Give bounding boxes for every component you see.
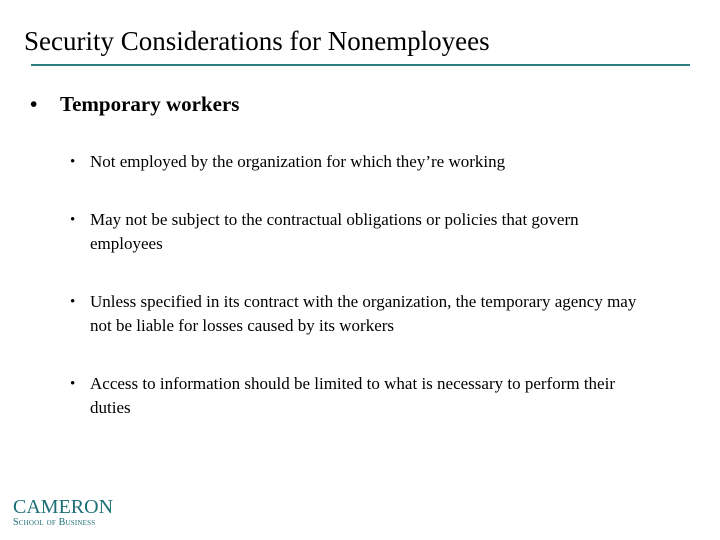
bullet-icon: • bbox=[70, 294, 76, 310]
sub-bullet-text: Not employed by the organization for which they’re working bbox=[90, 152, 506, 171]
sub-bullet bbox=[70, 150, 650, 174]
main-bullet bbox=[30, 90, 239, 118]
cameron-logo bbox=[13, 497, 113, 529]
title-divider bbox=[31, 64, 690, 66]
sub-bullet bbox=[70, 290, 650, 338]
logo-line-1: CAMERON bbox=[13, 496, 114, 518]
bullet-icon: • bbox=[70, 212, 76, 228]
sub-bullet-text: Access to information should be limited to what is necessary to perform their duties bbox=[90, 374, 615, 417]
main-bullet-text: Temporary workers bbox=[60, 92, 240, 116]
slide-title: Security Considerations for Nonemployees bbox=[24, 26, 490, 56]
sub-bullet-text: May not be subject to the contractual obligations or policies that govern employees bbox=[90, 210, 579, 253]
sub-bullet bbox=[70, 372, 650, 420]
sub-bullet-text: Unless specified in its contract with the organization, the temporary agency may not be liable for losses caused by its workers bbox=[90, 292, 637, 335]
logo-line-2: School of Business bbox=[13, 517, 96, 528]
sub-bullet bbox=[70, 208, 650, 256]
bullet-icon: • bbox=[30, 92, 38, 116]
bullet-icon: • bbox=[70, 376, 76, 392]
bullet-icon: • bbox=[70, 154, 76, 170]
